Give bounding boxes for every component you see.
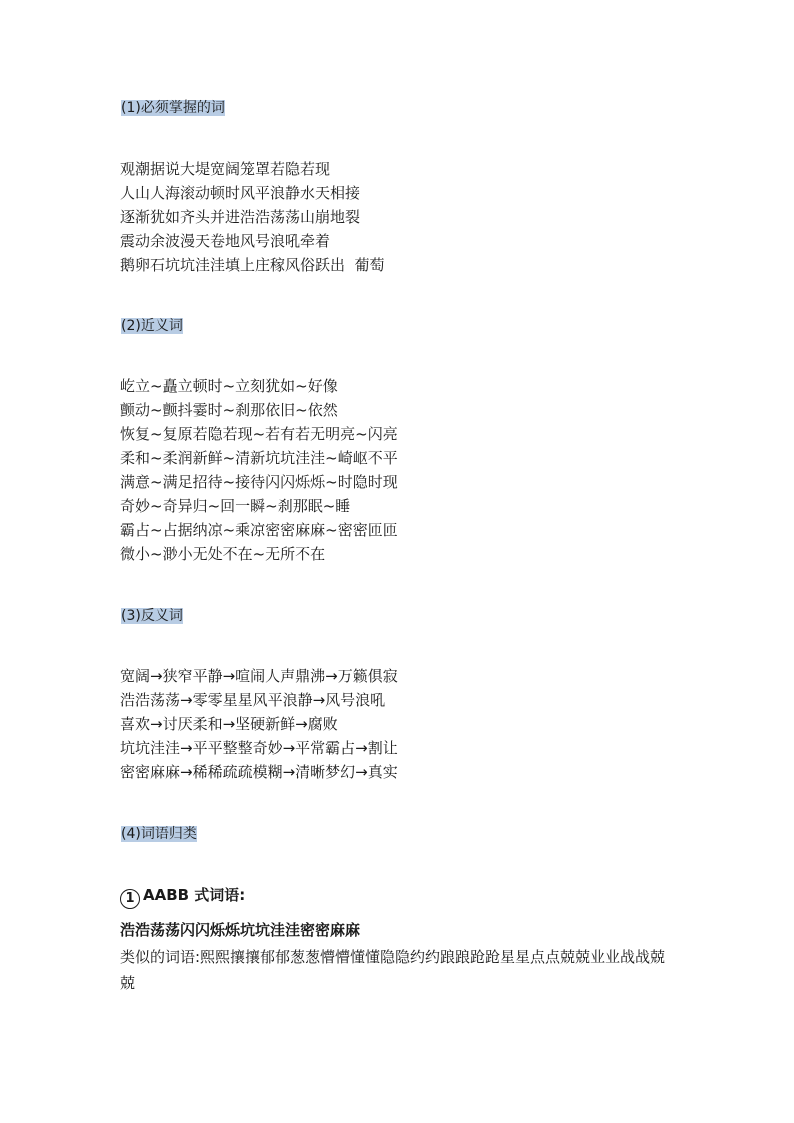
text-line: 恢复~复原若隐若现~若有若无明亮~闪亮 bbox=[120, 425, 398, 443]
text-line: 满意~满足招待~接待闪闪烁烁~时隐时现 bbox=[120, 473, 398, 491]
text-line: 微小~渺小无处不在~无所不在 bbox=[120, 545, 326, 563]
text-line: 柔和~柔润新鲜~清新坑坑洼洼~崎岖不平 bbox=[120, 449, 398, 467]
text-line: 观潮据说大堤宽阔笼罩若隐若现 bbox=[120, 160, 331, 178]
text-line: 密密麻麻→稀稀疏疏模糊→清晰梦幻→真实 bbox=[120, 763, 398, 781]
text-line: 喜欢→讨厌柔和→坚硬新鲜→腐败 bbox=[120, 715, 338, 733]
aabb-title: AABB 式词语: bbox=[143, 886, 246, 904]
text-line: 霸占~占据纳凉~乘凉密密麻麻~密密匝匝 bbox=[120, 521, 398, 539]
heading-highlight: (3)反义词 bbox=[121, 608, 183, 624]
text-line: 浩浩荡荡→零零星星风平浪静→风号浪吼 bbox=[120, 691, 386, 709]
text-line: 坑坑洼洼→平平整整奇妙→平常霸占→割让 bbox=[120, 739, 398, 757]
heading-highlight: (1)必须掌握的词 bbox=[121, 100, 225, 116]
text-line: 宽阔→狭窄平静→喧闹人声鼎沸→万籁俱寂 bbox=[120, 667, 398, 685]
required-words-block bbox=[120, 157, 385, 277]
heading-highlight: (2)近义词 bbox=[121, 318, 183, 334]
section-heading-word-classification bbox=[120, 824, 198, 844]
section-heading-synonyms bbox=[120, 316, 184, 336]
synonyms-block bbox=[120, 374, 398, 566]
text-line: 屹立~矗立顿时~立刻犹如~好像 bbox=[120, 377, 338, 395]
section-heading-antonyms bbox=[120, 606, 184, 626]
antonyms-block bbox=[120, 664, 398, 784]
aabb-subheading bbox=[120, 884, 245, 909]
circled-number: 1 bbox=[120, 889, 140, 909]
text-line: 人山人海滚动顿时风平浪静水天相接 bbox=[120, 184, 361, 202]
text-line: 震动余波漫天卷地风号浪吼牵着 bbox=[120, 232, 331, 250]
section-heading-required-words bbox=[120, 98, 226, 118]
aabb-bold-words: 浩浩荡荡闪闪烁烁坑坑洼洼密密麻麻 bbox=[120, 921, 361, 939]
heading-highlight: (4)词语归类 bbox=[121, 826, 197, 842]
text-line: 颤动~颤抖霎时~刹那依旧~依然 bbox=[120, 401, 338, 419]
text-line: 逐渐犹如齐头并进浩浩荡荡山崩地裂 bbox=[120, 208, 361, 226]
aabb-similar-words: 类似的词语:熙熙攘攘郁郁葱葱懵懵懂懂隐隐约约踉踉跄跄星星点点兢兢业业战战兢兢 bbox=[120, 948, 666, 992]
text-line: 鹅卵石坑坑洼洼填上庄稼风俗跃出 葡萄 bbox=[120, 256, 385, 274]
text-line: 奇妙~奇异归~回一瞬~刹那眠~睡 bbox=[120, 497, 351, 515]
